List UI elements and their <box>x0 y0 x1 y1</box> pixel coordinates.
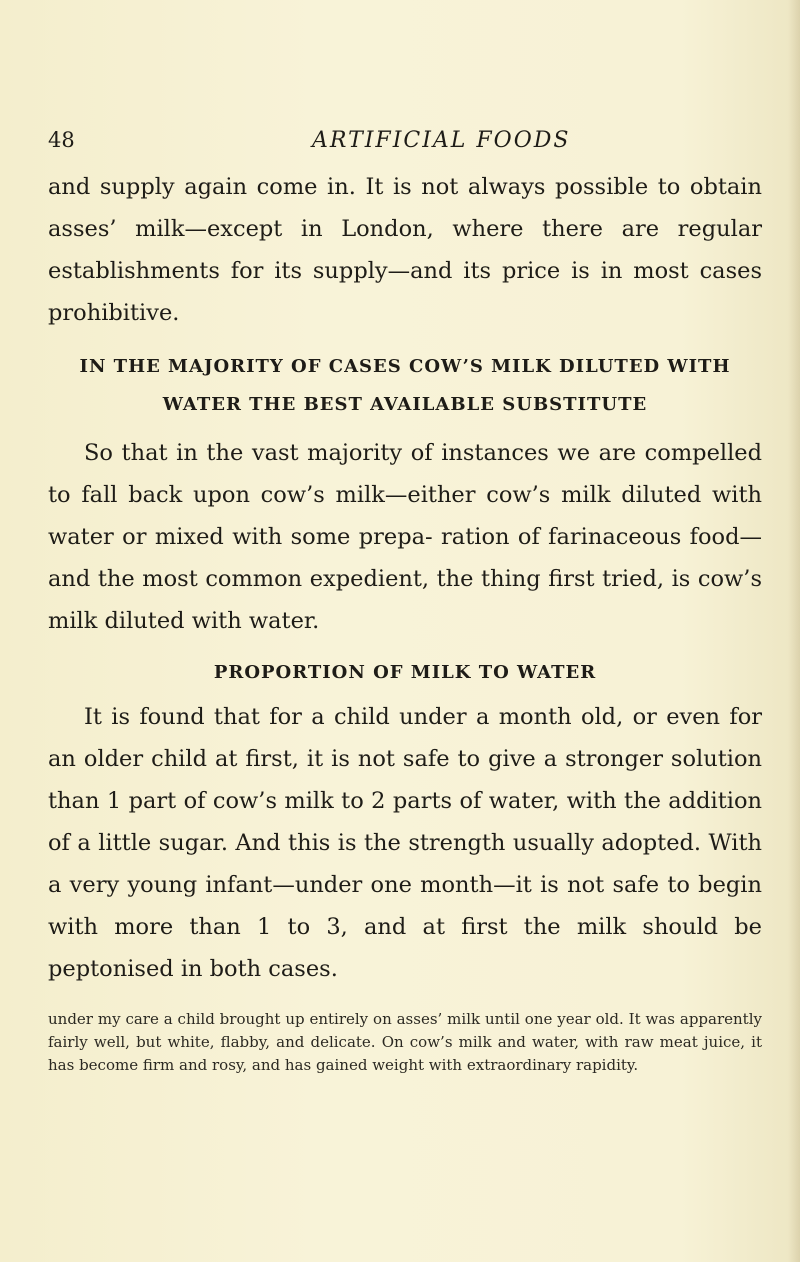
paragraph-proportion: It is found that for a child under a month old, or even for an older child at first, it is not safe to give a stronger solution than 1 part of cow’s milk to 2 parts of water, with the addition of a little sugar. And this is the strength usually adopted. With a very young infant—under one month—it is not safe to begin with more than 1 to 3, and at first the milk should be peptonised in both cases. <box>48 704 762 982</box>
footnote: under my care a child brought up entirely on asses’ milk until one year old. It was apparently fairly well, but white, flabby, and delicate. On cow’s milk and water, with raw meat juice, it has become firm and rosy, and has gained weight with extraordinary rapidity. <box>48 1010 762 1074</box>
paragraph-continuation: and supply again come in. It is not always possible to obtain asses’ milk—except in London, where there are regular establishments for its supply—and its price is in most cases prohibitive. <box>48 174 762 326</box>
section-heading-cows-milk: IN THE MAJORITY OF CASES COW’S MILK DILUTED WITH WATER THE BEST AVAILABLE SUBSTITUTE <box>79 356 731 415</box>
running-title: ARTIFICIAL FOODS <box>312 128 571 153</box>
page-edge-shadow <box>788 0 800 1262</box>
page-number: 48 <box>48 128 75 152</box>
page-header <box>48 128 768 158</box>
section-heading-proportion: PROPORTION OF MILK TO WATER <box>213 662 597 683</box>
page-body <box>48 166 762 1077</box>
paragraph-cows-milk: So that in the vast majority of instances we are compelled to fall back upon cow’s milk—either cow’s milk diluted with water or mixed with some prepa- ration of farinaceous food—and the most common expedient, the thing first tried, is cow’s milk diluted with water. <box>48 440 762 634</box>
